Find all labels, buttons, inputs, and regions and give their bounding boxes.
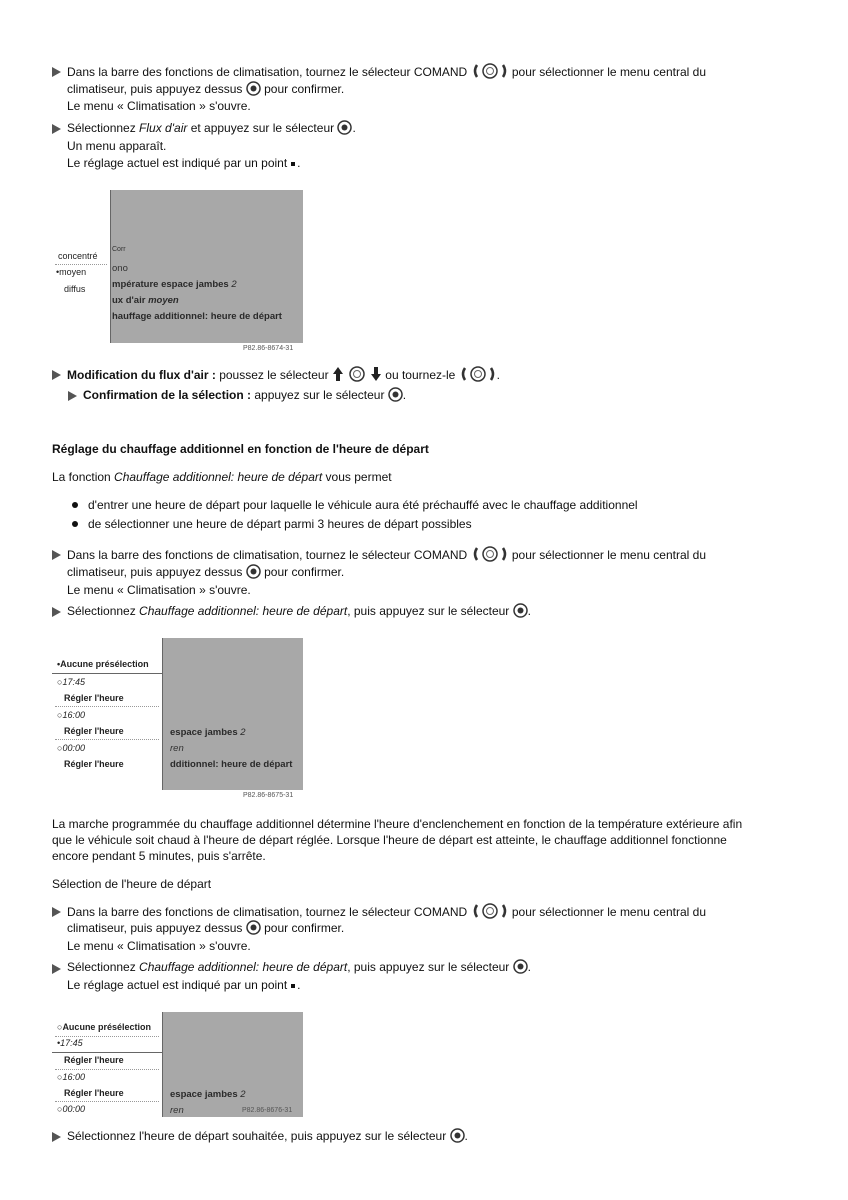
- step-text: Sélectionnez Flux d'air et appuyez sur le sélecteur .: [67, 121, 356, 135]
- bg-text: espace jambes 2: [170, 1089, 246, 1100]
- divider: [52, 673, 162, 674]
- step-text: climatiseur, puis appuyez dessus pour confirmer.: [67, 565, 345, 579]
- bullet: [72, 502, 78, 508]
- paragraph: encore pendant 5 minutes, puis s'arrête.: [52, 849, 266, 863]
- menu-item: Régler l'heure: [64, 726, 124, 736]
- menu-item: Régler l'heure: [64, 1088, 124, 1098]
- step-text: Un menu apparaît.: [67, 139, 167, 153]
- step-arrow: [52, 370, 61, 380]
- step-text: Le réglage actuel est indiqué par un point .: [67, 978, 301, 992]
- screenshot-departure-menu: [52, 638, 303, 790]
- bg-text: dditionnel: heure de départ: [170, 759, 293, 770]
- menu-item: ○Aucune présélection: [57, 1022, 151, 1032]
- paragraph: La fonction Chauffage additionnel: heure de départ vous permet: [52, 470, 392, 484]
- bg-text: ren: [170, 1105, 184, 1116]
- divider: [55, 1036, 159, 1037]
- comand-rotate-icon: [471, 63, 509, 79]
- bullet-text: de sélectionner une heure de départ parmi 3 heures de départ possibles: [88, 517, 472, 531]
- step-text: Le menu « Climatisation » s'ouvre.: [67, 99, 251, 113]
- step-arrow: [52, 964, 61, 974]
- menu-item: ○16:00: [57, 1072, 85, 1082]
- menu-item-selected: •moyen: [56, 267, 87, 277]
- menu-item: ○16:00: [57, 710, 85, 720]
- bg-text: mpérature espace jambes 2: [112, 279, 237, 290]
- screenshot-departure-selected: [52, 1012, 303, 1117]
- step-text: Modification du flux d'air : poussez le sélecteur ou tournez-le .: [67, 368, 501, 382]
- step-text: Sélectionnez l'heure de départ souhaitée, puis appuyez sur le sélecteur .: [67, 1129, 468, 1143]
- menu-item: Régler l'heure: [64, 693, 124, 703]
- menu-item: diffus: [64, 284, 86, 294]
- menu-item: Régler l'heure: [64, 759, 124, 769]
- popup-menu: [52, 638, 163, 790]
- step-arrow: [52, 124, 61, 134]
- divider: [55, 264, 107, 265]
- menu-item: ○00:00: [57, 1104, 85, 1114]
- step-arrow: [52, 907, 61, 917]
- comand-press-icon: [450, 1128, 465, 1143]
- divider: [55, 706, 159, 707]
- divider: [55, 1101, 159, 1102]
- dot-marker: [291, 162, 295, 166]
- divider: [52, 1052, 162, 1053]
- paragraph: que le véhicule soit chaud à l'heure de départ réglée. Lorsque l'heure de départ est atteinte, le chauffage additionnel fonctionne: [52, 833, 727, 847]
- subheading: Sélection de l'heure de départ: [52, 877, 212, 891]
- step-arrow: [52, 550, 61, 560]
- step-text: Dans la barre des fonctions de climatisation, tournez le sélecteur COMAND pour sélectionner le menu central du: [67, 548, 706, 562]
- comand-press-icon: [337, 120, 352, 135]
- step-arrow: [52, 67, 61, 77]
- popup-menu: [52, 190, 111, 343]
- step-text: climatiseur, puis appuyez dessus pour confirmer.: [67, 82, 345, 96]
- step-text: Sélectionnez Chauffage additionnel: heure de départ, puis appuyez sur le sélecteur .: [67, 960, 531, 974]
- step-text: Le réglage actuel est indiqué par un point .: [67, 156, 301, 170]
- comand-press-icon: [246, 920, 261, 935]
- comand-rotate-icon: [459, 366, 497, 382]
- menu-item-selected: •Aucune présélection: [57, 659, 149, 669]
- step-arrow: [52, 607, 61, 617]
- step-text: Dans la barre des fonctions de climatisation, tournez le sélecteur COMAND pour sélectionner le menu central du: [67, 905, 706, 919]
- bg-text: ux d'air moyen: [112, 295, 179, 306]
- menu-item: Régler l'heure: [64, 1055, 124, 1065]
- step-arrow: [68, 391, 77, 401]
- popup-menu: [52, 1012, 163, 1117]
- figure-caption: P82.86-8675-31: [243, 792, 294, 799]
- comand-press-icon: [246, 564, 261, 579]
- section-heading: Réglage du chauffage additionnel en fonction de l'heure de départ: [52, 442, 429, 456]
- comand-rotate-icon: [471, 546, 509, 562]
- step-text: Dans la barre des fonctions de climatisation, tournez le sélecteur COMAND pour sélectionner le menu central du: [67, 65, 706, 79]
- step-text: Le menu « Climatisation » s'ouvre.: [67, 939, 251, 953]
- divider: [55, 739, 159, 740]
- bg-text: espace jambes 2: [170, 727, 246, 738]
- bg-text: ren: [170, 743, 184, 754]
- menu-item: ○00:00: [57, 743, 85, 753]
- menu-item-selected: •17:45: [57, 1038, 83, 1048]
- step-text: climatiseur, puis appuyez dessus pour confirmer.: [67, 921, 345, 935]
- figure-caption: P82.86-8676-31: [242, 1107, 293, 1114]
- comand-press-icon: [513, 959, 528, 974]
- step-arrow: [52, 1132, 61, 1142]
- step-text: Confirmation de la sélection : appuyez sur le sélecteur .: [83, 388, 407, 402]
- step-text: Sélectionnez Chauffage additionnel: heure de départ, puis appuyez sur le sélecteur .: [67, 604, 531, 618]
- figure-caption: P82.86-8674-31: [243, 345, 294, 352]
- screenshot-airflow-menu: [52, 190, 303, 343]
- menu-item: concentré: [58, 251, 98, 261]
- bg-text: Corr: [112, 246, 126, 253]
- dot-marker: [291, 984, 295, 988]
- divider: [55, 1069, 159, 1070]
- step-text: Le menu « Climatisation » s'ouvre.: [67, 583, 251, 597]
- comand-push-updown-icon: [332, 366, 382, 382]
- comand-press-icon: [513, 603, 528, 618]
- bg-text: hauffage additionnel: heure de départ: [112, 311, 282, 322]
- comand-press-icon: [388, 387, 403, 402]
- comand-rotate-icon: [471, 903, 509, 919]
- comand-press-icon: [246, 81, 261, 96]
- paragraph: La marche programmée du chauffage additionnel détermine l'heure d'enclenchement en fonction de la température extérieure afin: [52, 817, 743, 831]
- bg-text: ono: [112, 263, 128, 274]
- bullet-text: d'entrer une heure de départ pour laquelle le véhicule aura été préchauffé avec le chauffage additionnel: [88, 498, 638, 512]
- bullet: [72, 521, 78, 527]
- menu-item: ○17:45: [57, 677, 85, 687]
